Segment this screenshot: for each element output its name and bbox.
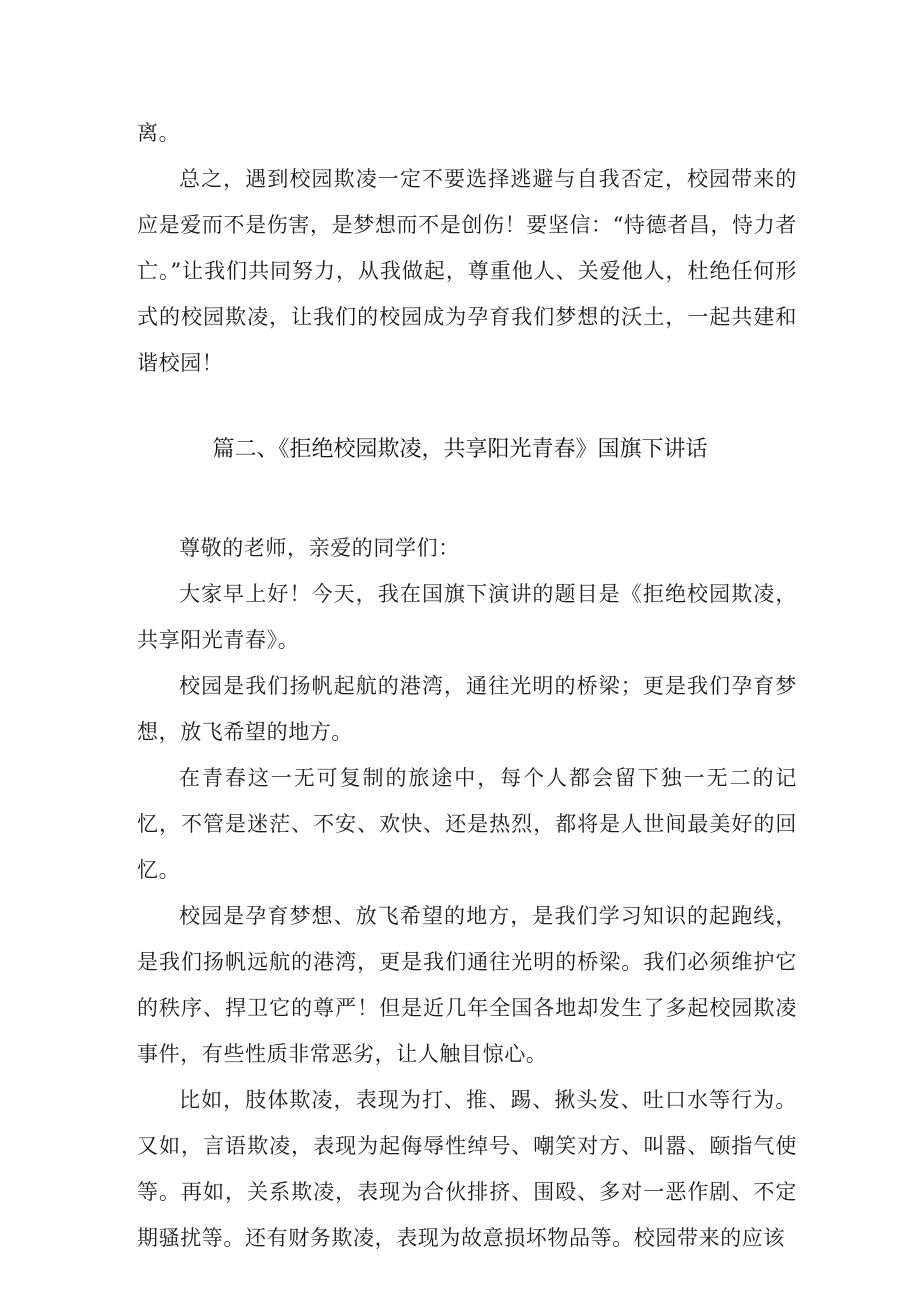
speech-greeting: 尊敬的老师，亲爱的同学们： <box>179 536 460 560</box>
speech-paragraph-5: 比如，肢体欺凌，表现为打、推、踢、揪头发、吐口水等行为。又如，言语欺凌，表现为起侮辱性绰号、嘲笑对方、叫嚣、颐指气使等。再如，关系欺凌，表现为合伙排挤、围殴、多对一恶作剧、不定期骚扰等。还有财务欺凌，表现为故意损坏物品等。校园带来的应该 <box>137 1088 797 1250</box>
section-heading: 篇二、《拒绝校园欺凌，共享阳光青春》国旗下讲话 <box>212 437 708 462</box>
speech-paragraph-2: 校园是我们扬帆起航的港湾，通往光明的桥梁；更是我们孕育梦想，放飞希望的地方。 <box>137 674 797 744</box>
speech-body <box>137 525 797 1261</box>
speech-paragraph-3: 在青春这一无可复制的旅途中，每个人都会留下独一无二的记忆，不管是迷茫、不安、欢快、还是热烈，都将是人世间最美好的回忆。 <box>137 766 797 882</box>
paragraph-conclusion: 总之，遇到校园欺凌一定不要选择逃避与自我否定，校园带来的应是爱而不是伤害，是梦想而不是创伤！要坚信：“恃德者昌，恃力者亡。”让我们共同努力，从我做起，尊重他人、关爱他人，杜绝任何形式的校园欺凌，让我们的校园成为孕育我们梦想的沃土，一起共建和谐校园！ <box>137 167 797 375</box>
paragraph-continuation: 离。 <box>137 121 181 145</box>
speech-paragraph-1: 大家早上好！今天，我在国旗下演讲的题目是《拒绝校园欺凌，共享阳光青春》。 <box>137 582 797 652</box>
speech-paragraph-4: 校园是孕育梦想、放飞希望的地方，是我们学习知识的起跑线，是我们扬帆远航的港湾，更是我们通往光明的桥梁。我们必须维护它的秩序、捍卫它的尊严！但是近几年全国各地却发生了多起校园欺凌事件，有些性质非常恶劣，让人触目惊心。 <box>137 904 797 1066</box>
closing-paragraphs <box>137 110 797 386</box>
